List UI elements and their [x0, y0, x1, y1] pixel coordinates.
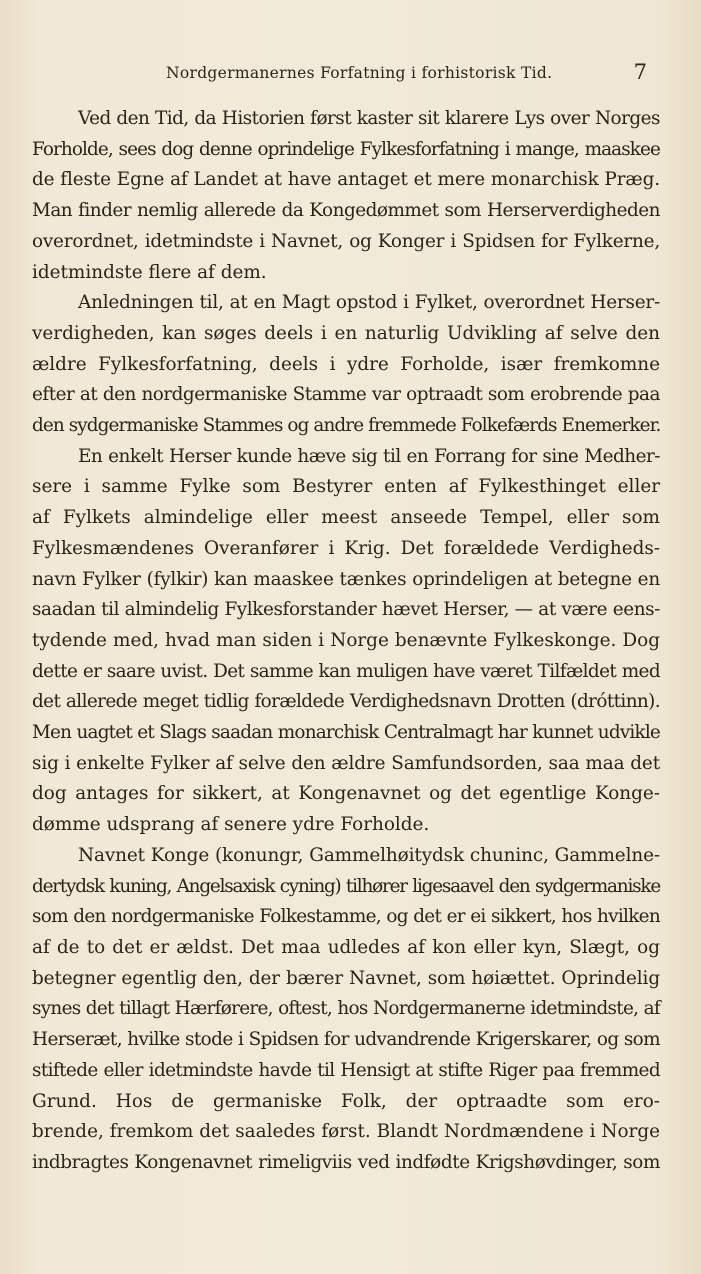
text-line: navn Fylker (fylkir) kan maaskee tænkes oprindeligen at betegne en [32, 568, 660, 590]
text-line: Forholde, sees dog denne oprindelige Fylkesforfatning i mange, maaskee [32, 138, 660, 160]
text-line: dog antages for sikkert, at Kongenavnet og det egentlige Konge- [32, 783, 660, 805]
text-line: Men uagtet et Slags saadan monarchisk Centralmagt har kunnet udvikle [32, 722, 660, 744]
text-line: indbragtes Kongenavnet rimeligviis ved indfødte Krigshøvdinger, som [32, 1151, 660, 1173]
text-line: af Fylkets almindelige eller meest anseede Tempel, eller som [32, 507, 660, 529]
paragraph [32, 104, 660, 288]
text-line: dømme udsprang af senere ydre Forholde. [32, 814, 430, 836]
text-line: som den nordgermaniske Folkestamme, og det er ei sikkert, hos hvilken [32, 906, 660, 928]
text-line: Herseræt, hvilke stode i Spidsen for udvandrende Krigerskarer, og som [32, 1029, 660, 1051]
text-line: stiftede eller idetmindste havde til Hensigt at stifte Riger paa fremmed [32, 1059, 660, 1081]
page-number: 7 [633, 60, 647, 84]
text-line: Navnet Konge (konungr, Gammelhøitydsk chuninc, Gammelne- [78, 844, 660, 866]
text-line: verdigheden, kan søges deels i en naturlig Udvikling af selve den [32, 322, 660, 344]
text-line: Grund. Hos de germaniske Folk, der optraadte som ero- [32, 1090, 660, 1112]
text-line: sere i samme Fylke som Bestyrer enten af Fylkesthinget eller [32, 476, 660, 498]
body-text [32, 104, 660, 1179]
text-line: det allerede meget tidlig forældede Verdighedsnavn Drotten (dróttinn). [32, 691, 660, 713]
paragraph [32, 841, 660, 1179]
text-line: dette er saare uvist. Det samme kan muligen have været Tilfældet med [32, 660, 660, 682]
text-line: ældre Fylkesforfatning, deels i ydre Forholde, især fremkomne [32, 353, 660, 375]
text-line: saadan til almindelig Fylkesforstander hævet Herser, — at være eens- [32, 599, 660, 621]
text-line: synes det tillagt Hærførere, oftest, hos Nordgermanerne idetmindste, af [32, 998, 660, 1020]
text-line: af de to det er ældst. Det maa udledes af kon eller kyn, Slægt, og [32, 936, 660, 958]
text-line: Anledningen til, at en Magt opstod i Fylket, overordnet Herser- [78, 292, 660, 314]
text-line: En enkelt Herser kunde hæve sig til en Forrang for sine Medher- [78, 445, 660, 467]
running-head [78, 60, 655, 86]
text-line: tydende med, hvad man siden i Norge benævnte Fylkeskonge. Dog [32, 629, 660, 651]
text-line: idetmindste flere af dem. [32, 261, 267, 283]
text-line: den sydgermaniske Stammes og andre fremmede Folkefærds Enemerker. [32, 415, 661, 437]
text-line: Fylkesmændenes Overanfører i Krig. Det forældede Verdigheds- [32, 537, 660, 559]
text-line: efter at den nordgermaniske Stamme var optraadt som erobrende paa [32, 384, 660, 406]
text-line: de fleste Egne af Landet at have antaget et mere monarchisk Præg. [32, 169, 660, 191]
text-line: sig i enkelte Fylker af selve den ældre Samfundsorden, saa maa det [32, 752, 660, 774]
paragraph [32, 288, 660, 442]
text-line: Man finder nemlig allerede da Kongedømmet som Herserverdigheden [32, 200, 660, 222]
paragraph [32, 442, 660, 841]
text-line: Ved den Tid, da Historien først kaster sit klarere Lys over Norges [78, 108, 660, 129]
text-line: dertydsk kuning, Angelsaxisk cyning) tilhører ligesaavel den sydgermaniske [32, 875, 660, 897]
running-title: Nordgermanernes Forfatning i forhistorisk Tid. [166, 64, 553, 82]
text-line: betegner egentlig den, der bærer Navnet, som høiættet. Oprindelig [32, 967, 660, 989]
text-line: overordnet, idetmindste i Navnet, og Konger i Spidsen for Fylkerne, [32, 230, 660, 252]
text-line: brende, fremkom det saaledes først. Blandt Nordmændene i Norge [32, 1121, 660, 1143]
